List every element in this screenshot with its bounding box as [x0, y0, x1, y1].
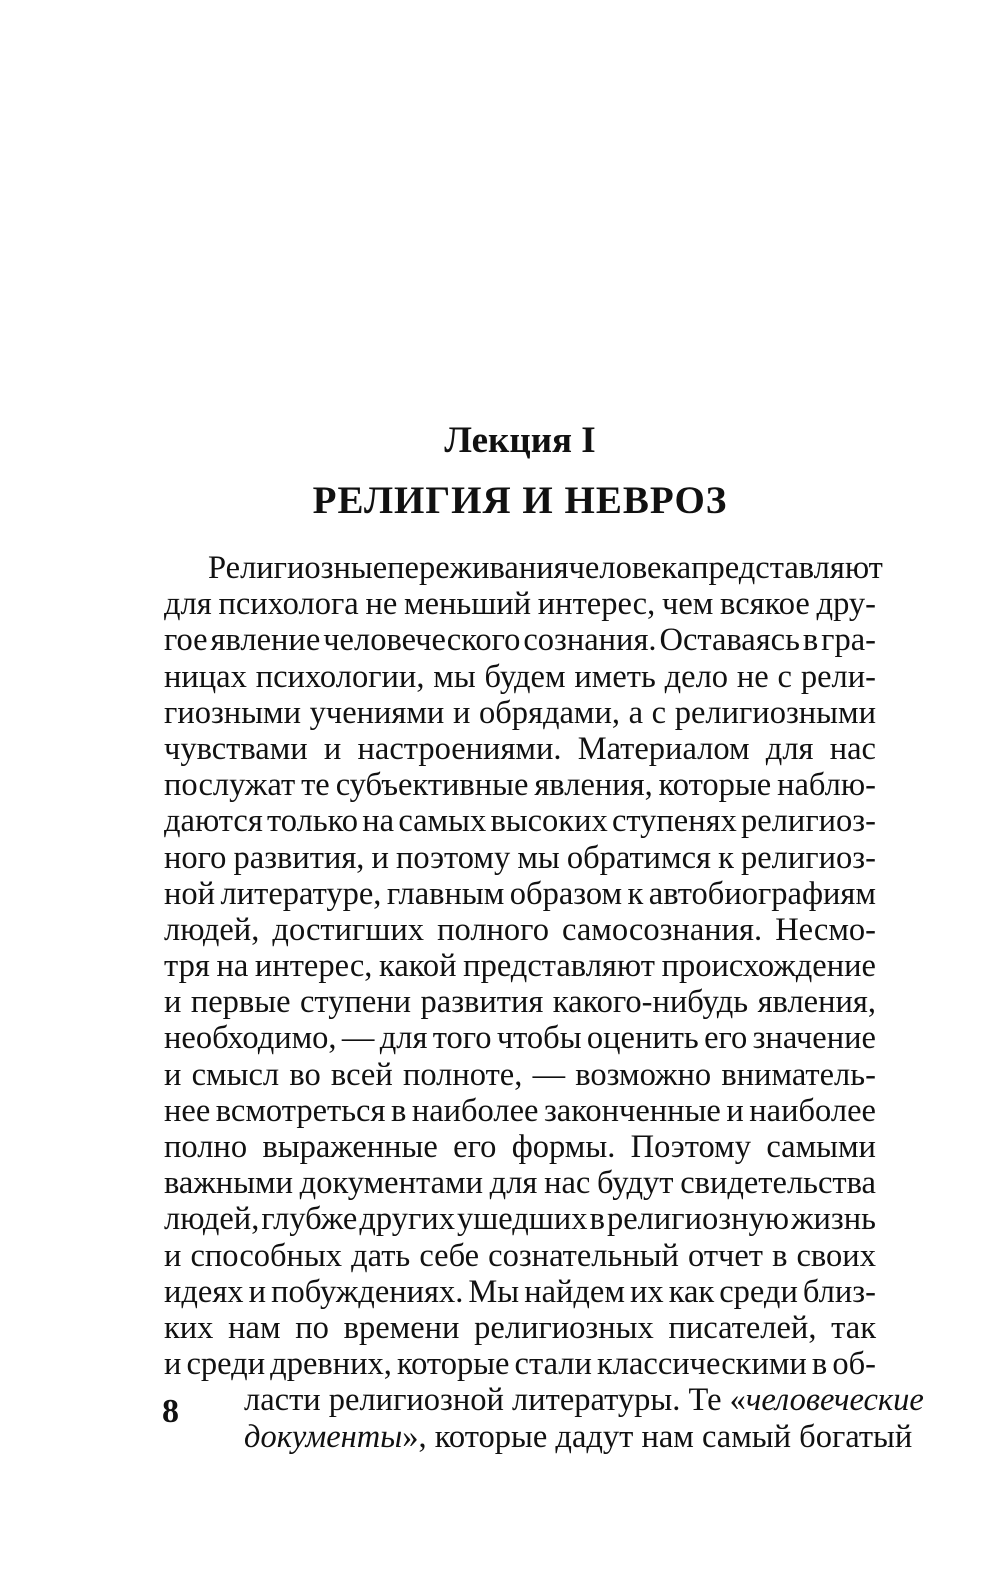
- word: с: [777, 658, 792, 695]
- word: глубже: [261, 1201, 358, 1238]
- word: —: [532, 1056, 566, 1093]
- word: значение: [752, 1020, 876, 1057]
- word: меньший: [404, 586, 532, 623]
- word: религиозных: [474, 1309, 654, 1346]
- text-line: [164, 984, 876, 1020]
- text-line: [164, 1165, 876, 1201]
- text-line: [164, 695, 876, 731]
- text-line: [164, 767, 876, 803]
- word: их: [629, 1273, 664, 1310]
- text-line: [164, 948, 876, 984]
- text-line: [164, 912, 876, 948]
- word: ного: [164, 839, 227, 876]
- word: на: [362, 803, 395, 840]
- word: об-: [832, 1346, 876, 1383]
- word: в: [589, 1201, 605, 1238]
- word: и: [323, 730, 342, 767]
- word: чем: [661, 586, 714, 623]
- word: его: [453, 1129, 497, 1165]
- word: ницах: [164, 658, 247, 695]
- text-run: ласти религиозной литературы. Те «человеческие: [244, 1382, 924, 1419]
- word: того: [432, 1020, 492, 1057]
- word: литературе,: [220, 875, 382, 912]
- word: на: [216, 948, 249, 985]
- word: отчет: [688, 1237, 764, 1274]
- word: документами: [299, 1165, 483, 1202]
- word: ной: [164, 875, 216, 912]
- word: нее: [164, 1092, 211, 1129]
- word: происхождение: [661, 948, 876, 985]
- word: самых: [398, 803, 487, 840]
- text-line: [164, 622, 876, 658]
- word: древних,: [270, 1346, 392, 1383]
- text-line: [164, 803, 876, 839]
- word: нас: [829, 730, 876, 767]
- word: явление: [210, 622, 321, 659]
- word: чтобы: [496, 1020, 582, 1057]
- word: образом: [509, 875, 623, 912]
- word: ушедших: [457, 1201, 588, 1238]
- word: переживания: [387, 550, 569, 586]
- word: обрядами,: [478, 694, 620, 731]
- word: чувствами: [164, 730, 308, 767]
- word: наиболее: [411, 1092, 539, 1129]
- text-line: [164, 1129, 876, 1165]
- word: Несмо-: [775, 911, 876, 948]
- italic-text-run: документы: [244, 1418, 403, 1455]
- word: наблю-: [777, 767, 876, 804]
- word: всякое: [720, 586, 810, 623]
- word: какого-нибудь: [552, 984, 749, 1021]
- text-line: [164, 1201, 876, 1237]
- word: к: [627, 875, 644, 912]
- word: нам: [228, 1309, 281, 1346]
- word: найдем: [524, 1273, 625, 1310]
- word: самыми: [766, 1129, 876, 1165]
- word: близ-: [802, 1273, 876, 1310]
- text-line: [164, 731, 876, 767]
- word: интерес,: [537, 586, 656, 623]
- word: и: [248, 1273, 267, 1310]
- word: во: [289, 1056, 321, 1093]
- word: в: [811, 1346, 828, 1383]
- word: не: [736, 658, 769, 695]
- text-line: [164, 1274, 876, 1310]
- text-line: [164, 659, 876, 695]
- word: своих: [796, 1237, 876, 1274]
- word: стали: [514, 1346, 592, 1383]
- word: формы.: [511, 1129, 616, 1165]
- text-line: [164, 1346, 876, 1382]
- word: и: [371, 839, 389, 876]
- word: и: [164, 1237, 182, 1274]
- word: Религиозные: [208, 550, 388, 586]
- word: с: [651, 694, 667, 731]
- word: настроениями.: [357, 730, 562, 767]
- word: первые: [190, 984, 291, 1021]
- word: людей,: [164, 911, 260, 948]
- word: ких: [164, 1309, 214, 1346]
- word: жизнь: [791, 1201, 876, 1238]
- word: которые: [396, 1346, 510, 1383]
- word: всей: [330, 1056, 393, 1093]
- word: явления,: [757, 984, 876, 1021]
- word: и: [452, 694, 471, 731]
- text-run: документы», которые дадут нам самый богатый: [244, 1418, 913, 1455]
- word: идеях: [164, 1273, 244, 1310]
- word: его: [704, 1020, 748, 1057]
- word: не: [365, 586, 398, 623]
- word: явления,: [534, 767, 653, 804]
- word: возможно: [575, 1056, 712, 1093]
- word: законченные: [543, 1092, 721, 1129]
- text-line: [164, 586, 876, 622]
- word: в: [802, 622, 819, 659]
- word: послужат: [164, 767, 296, 804]
- word: нас: [544, 1165, 591, 1202]
- text-line: [164, 550, 883, 586]
- chapter-title: РЕЛИГИЯ И НЕВРОЗ: [312, 479, 728, 522]
- word: иметь: [574, 658, 656, 695]
- word: дело: [664, 658, 729, 695]
- word: а: [628, 694, 644, 731]
- word: так: [831, 1309, 876, 1346]
- word: те: [301, 767, 330, 804]
- word: обратимся: [566, 839, 711, 876]
- word: других: [359, 1201, 455, 1238]
- word: человека: [568, 550, 692, 586]
- word: вниматель-: [721, 1056, 876, 1093]
- word: религиоз-: [741, 803, 876, 840]
- word: и: [164, 984, 182, 1021]
- word: учениями: [309, 694, 445, 731]
- word: для: [164, 586, 212, 623]
- word: поэтому: [396, 839, 511, 876]
- page-number: 8: [162, 1393, 179, 1430]
- text-line-mixed: [164, 1382, 924, 1419]
- body-text: [164, 550, 924, 1455]
- word: оценить: [586, 1020, 699, 1057]
- word: наиболее: [749, 1092, 876, 1129]
- word: полноте,: [402, 1056, 523, 1093]
- word: достигших: [272, 911, 425, 948]
- word: ступенях: [611, 803, 737, 840]
- word: для: [379, 1020, 428, 1057]
- word: среди: [186, 1346, 266, 1383]
- text-line: [164, 1238, 876, 1274]
- word: смысл: [191, 1056, 280, 1093]
- word: интерес,: [254, 948, 373, 985]
- text-line: [164, 1310, 876, 1346]
- word: полно: [164, 1129, 248, 1165]
- word: как: [668, 1273, 715, 1310]
- word: людей,: [164, 1201, 260, 1238]
- word: главным: [386, 875, 505, 912]
- word: развития: [420, 984, 544, 1021]
- word: среди: [719, 1273, 798, 1310]
- text-line: [164, 840, 876, 876]
- word: писателей,: [668, 1309, 817, 1346]
- italic-text-run: человеческие: [745, 1382, 924, 1419]
- word: представляют: [691, 550, 883, 586]
- word: будем: [484, 658, 566, 695]
- word: представляют: [463, 948, 655, 985]
- word: гра-: [821, 622, 876, 659]
- word: классическими: [596, 1346, 807, 1383]
- word: и: [726, 1092, 744, 1129]
- word: важными: [164, 1165, 293, 1202]
- word: психологии,: [255, 658, 425, 695]
- text-line: [164, 876, 876, 912]
- word: тря: [164, 948, 210, 985]
- word: которые: [658, 767, 772, 804]
- word: мы: [517, 839, 560, 876]
- text-line-mixed: [164, 1418, 913, 1455]
- word: сознательный: [488, 1237, 679, 1274]
- word: Поэтому: [630, 1129, 751, 1165]
- word: и: [164, 1056, 182, 1093]
- word: способных: [190, 1237, 343, 1274]
- text-line: [164, 1093, 876, 1129]
- word: сознания.: [523, 622, 657, 659]
- word: в: [390, 1092, 407, 1129]
- word: гое: [164, 622, 208, 659]
- word: рели-: [800, 658, 876, 695]
- word: какой: [379, 948, 457, 985]
- word: необходимо,: [164, 1020, 337, 1057]
- word: человеческого: [323, 622, 521, 659]
- text-line: [164, 1057, 876, 1093]
- word: только: [267, 803, 359, 840]
- word: и: [164, 1346, 182, 1383]
- word: всмотреться: [215, 1092, 386, 1129]
- word: для: [765, 730, 814, 767]
- word: ступени: [300, 984, 412, 1021]
- word: психолога: [218, 586, 359, 623]
- word: —: [341, 1020, 375, 1057]
- word: в: [772, 1237, 788, 1274]
- word: дру-: [816, 586, 876, 623]
- word: религиозными: [674, 694, 876, 731]
- word: Материалом: [577, 730, 750, 767]
- word: высоких: [490, 803, 608, 840]
- word: полного: [437, 911, 549, 948]
- word: развития,: [233, 839, 365, 876]
- word: субъективные: [335, 767, 529, 804]
- text-line: [164, 1020, 876, 1056]
- word: будут: [597, 1165, 674, 1202]
- word: религиозную: [606, 1201, 790, 1238]
- word: выраженные: [262, 1129, 438, 1165]
- word: мы: [433, 658, 476, 695]
- word: свидетельства: [680, 1165, 876, 1202]
- word: самосознания.: [562, 911, 763, 948]
- word: гиозными: [164, 694, 301, 731]
- word: к: [718, 839, 734, 876]
- word: религиоз-: [740, 839, 876, 876]
- word: времени: [343, 1309, 460, 1346]
- word: для: [489, 1165, 538, 1202]
- lecture-label: Лекция I: [444, 420, 596, 461]
- word: себе: [419, 1237, 480, 1274]
- word: Оставаясь: [659, 622, 800, 659]
- word: Мы: [468, 1273, 520, 1310]
- word: автобиографиям: [648, 875, 876, 912]
- word: дать: [351, 1237, 411, 1274]
- word: по: [295, 1309, 329, 1346]
- word: даются: [164, 803, 263, 840]
- word: побуждениях.: [271, 1273, 464, 1310]
